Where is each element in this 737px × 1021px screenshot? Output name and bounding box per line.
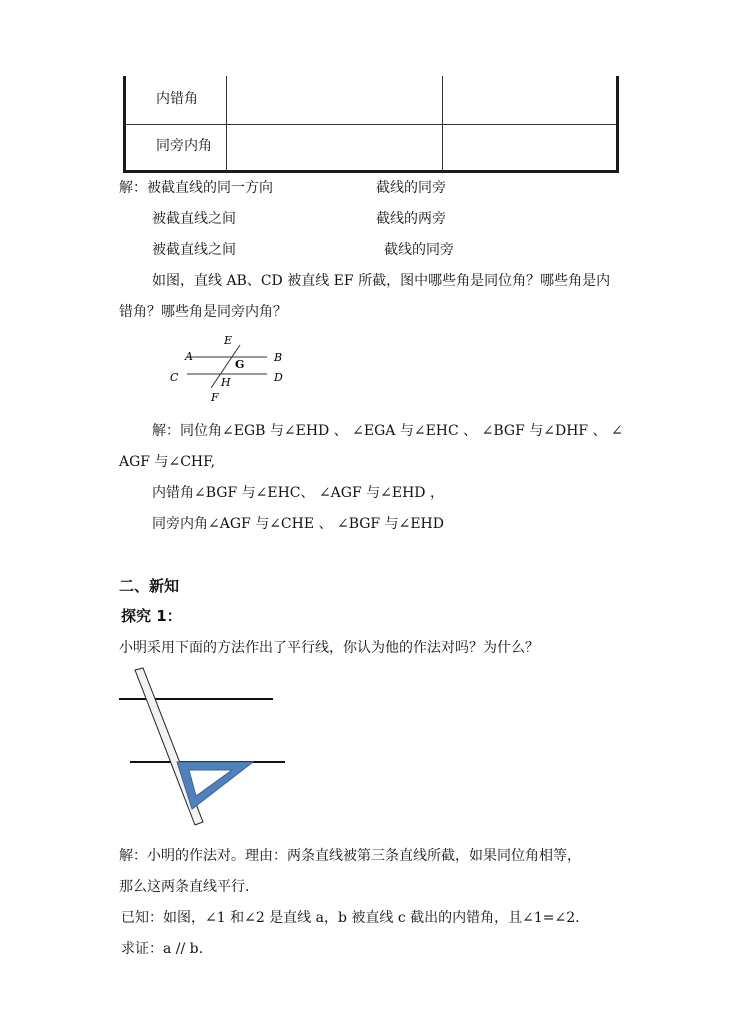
- table-row: [126, 124, 616, 172]
- ruler-triangle-figure: [115, 665, 295, 835]
- label-d: D: [274, 371, 283, 384]
- given-line: 已知：如图，∠1 和∠2 是直线 a，b 被直线 c 截出的内错角，且∠1=∠2.: [121, 910, 580, 926]
- answer1-line1-left: 解：被截直线的同一方向: [119, 180, 273, 196]
- label-b: B: [274, 351, 283, 364]
- answer1-line2-right: 截线的两旁: [376, 211, 446, 227]
- answer2-line3: 内错角∠BGF 与∠EHC、 ∠AGF 与∠EHD ，: [152, 485, 444, 501]
- table-row: [126, 76, 616, 125]
- answer3-line1: 解：小明的作法对。理由：两条直线被第三条直线所截，如果同位角相等，: [119, 848, 581, 864]
- table-cell: [226, 124, 443, 172]
- table-cell: [226, 76, 443, 124]
- label-a: A: [185, 350, 193, 363]
- table-cell: [126, 124, 227, 172]
- angle-table: [123, 76, 619, 173]
- label-h: H: [221, 376, 231, 389]
- row-label: 同旁内角: [156, 138, 212, 154]
- answer1-line3-left: 被截直线之间: [152, 242, 236, 258]
- answer1-line2-left: 被截直线之间: [152, 211, 236, 227]
- label-c: C: [170, 371, 179, 384]
- question-line1: 如图，直线 AB、CD 被直线 EF 所截，图中哪些角是同位角？哪些角是内: [152, 273, 611, 289]
- answer1-line3-right: 截线的同旁: [384, 242, 454, 258]
- section-heading: 二、新知: [119, 577, 180, 595]
- label-f: F: [211, 391, 219, 404]
- transversal-figure: [165, 333, 295, 405]
- row-label: 内错角: [156, 91, 198, 107]
- table-cell: [126, 76, 227, 124]
- explore-title: 探究 1：: [121, 607, 182, 625]
- answer2-line4: 同旁内角∠AGF 与∠CHE 、 ∠BGF 与∠EHD: [152, 516, 444, 532]
- answer1-line1-right: 截线的同旁: [376, 180, 446, 196]
- answer2-line2: AGF 与∠CHF,: [119, 454, 216, 470]
- explore-text: 小明采用下面的方法作出了平行线，你认为他的作法对吗？为什么？: [119, 640, 539, 656]
- answer2-line1: 解：同位角∠EGB 与∠EHD 、 ∠EGA 与∠EHC 、 ∠BGF 与∠DHF 、 ∠: [152, 423, 623, 439]
- question-line2: 错角？哪些角是同旁内角？: [119, 304, 287, 320]
- answer3-line2: 那么这两条直线平行.: [119, 879, 250, 895]
- label-e: E: [224, 334, 233, 347]
- label-g: G: [235, 358, 245, 371]
- prove-line: 求证：a // b.: [121, 941, 204, 957]
